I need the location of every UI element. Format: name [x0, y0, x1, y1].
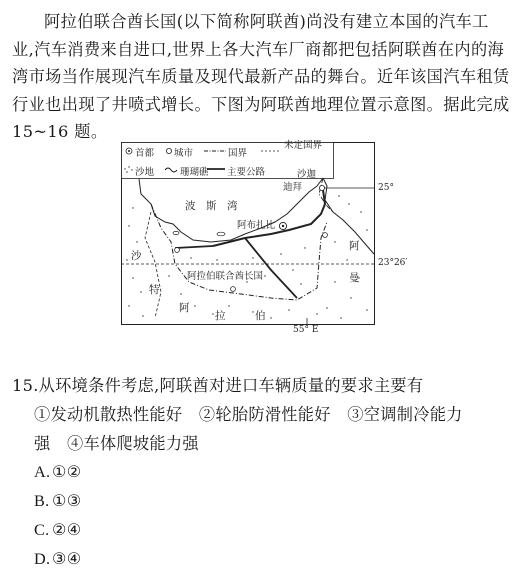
choice-d-letter: D. — [34, 550, 51, 568]
choice-c[interactable] — [12, 516, 512, 545]
choice-d[interactable] — [12, 545, 512, 574]
sharjah-label: 沙迦 — [297, 169, 317, 180]
passage-line-4: 行业也出现了井喷式增长。下图为阿联酋地理位置示意图。据此完成 — [12, 94, 510, 114]
saudi-label-2: 特 — [149, 284, 160, 296]
saudi-label-1: 沙 — [131, 250, 142, 262]
dubai-label: 迪拜 — [283, 182, 303, 193]
lat-2326-label: 23°26′ — [378, 258, 408, 268]
legend-reef-label: 珊瑚礁 — [180, 167, 209, 178]
question-stem — [12, 371, 512, 400]
options-line-1: ①发动机散热性能好 ②轮胎防滑性能好 ③空调制冷能力 — [34, 405, 463, 424]
legend-border-label: 国界 — [228, 148, 248, 159]
city-inland-icon — [231, 287, 236, 292]
uae-location-map — [121, 140, 408, 335]
lat-25-label: 25° — [378, 183, 394, 193]
city-west-icon — [175, 248, 180, 253]
legend-undefined-border-label: 未定国界 — [284, 140, 323, 151]
question-text: 从环境条件考虑,阿联酋对进口车辆质量的要求主要有 — [38, 376, 424, 395]
lon-55-label: 55° E — [293, 325, 319, 335]
question-number: 15. — [12, 376, 39, 395]
oman-label-2: 曼 — [349, 272, 360, 284]
choice-a-letter: A. — [34, 463, 51, 481]
oman-label-1: 阿 — [349, 240, 360, 252]
passage-line-5: 15~16 题。 — [12, 122, 108, 141]
legend-city-label: 城市 — [174, 148, 194, 159]
options-line-2: 强 ④车体爬坡能力强 — [34, 434, 199, 453]
choice-b[interactable] — [12, 487, 512, 516]
legend-capital-label: 首都 — [135, 148, 155, 159]
choice-c-letter: C. — [34, 521, 50, 539]
uae-label: 阿拉伯联合酋长国 — [187, 271, 264, 282]
persian-gulf-label: 波 斯 湾 — [185, 200, 238, 212]
question-15 — [12, 371, 512, 574]
choice-b-letter: B. — [34, 492, 50, 510]
legend-desert-label: 沙地 — [135, 167, 155, 178]
legend-highway-label: 主要公路 — [227, 167, 266, 178]
choice-c-text: ②④ — [52, 521, 82, 539]
saudi-label-3: 阿 — [179, 302, 190, 314]
passage-line-1: 阿拉伯联合酋长国(以下简称阿联酋)尚没有建立本国的汽车工 — [44, 12, 489, 31]
choice-b-text: ①③ — [52, 492, 82, 510]
passage — [12, 8, 512, 146]
abu-dhabi-label: 阿布扎比 — [237, 220, 276, 231]
city-east-icon — [323, 233, 328, 238]
choice-d-text: ③④ — [52, 550, 82, 568]
saudi-label-4: 拉 — [215, 310, 226, 322]
dubai-city-icon — [319, 185, 324, 190]
choice-a[interactable] — [12, 458, 512, 487]
choice-a-text: ①② — [52, 463, 82, 481]
passage-line-3: 湾市场当作展现汽车质量及现代最新产品的舞台。近年该国汽车租赁 — [12, 67, 510, 86]
passage-line-2: 业,汽车消费来自进口,世界上各大汽车厂商都把包括阿联酋在内的海 — [12, 39, 505, 59]
saudi-label-5: 伯 — [255, 310, 266, 322]
